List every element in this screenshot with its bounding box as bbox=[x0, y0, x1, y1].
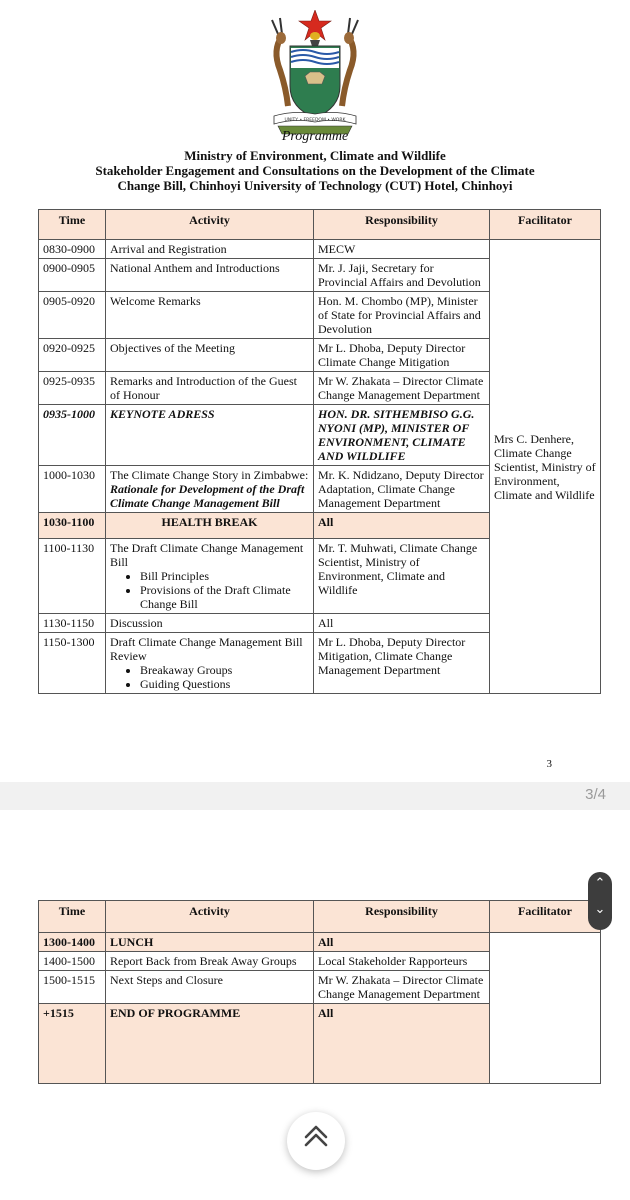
column-header-responsibility: Responsibility bbox=[314, 210, 490, 240]
time-cell: 0920-0925 bbox=[39, 339, 106, 372]
table-row bbox=[39, 240, 601, 259]
time-cell: 1300-1400 bbox=[39, 933, 106, 952]
list-item: • Breakaway Groups bbox=[140, 663, 309, 677]
activity-cell: Remarks and Introduction of the Guest of Honour bbox=[106, 372, 314, 405]
responsibility-cell: Hon. M. Chombo (MP), Minister of State for Provincial Affairs and Devolution bbox=[314, 292, 490, 339]
scroll-down-button[interactable]: ⌄ bbox=[594, 902, 606, 917]
time-cell: 1500-1515 bbox=[39, 971, 106, 1004]
activity-emphasis: Rationale for Development of the Draft Climate Change Management Bill bbox=[110, 482, 305, 510]
facilitator-cell: Mrs C. Denhere, Climate Change Scientist, Ministry of Environment, Climate and Wildlife bbox=[490, 240, 601, 694]
column-header-responsibility: Responsibility bbox=[314, 901, 490, 933]
column-header-activity: Activity bbox=[106, 210, 314, 240]
responsibility-cell: HON. DR. SITHEMBISO G.G. NYONI (MP), MINISTER OF ENVIRONMENT, CLIMATE AND WILDLIFE bbox=[314, 405, 490, 466]
scroll-to-top-button[interactable] bbox=[287, 1112, 345, 1170]
facilitator-cell bbox=[490, 933, 601, 1084]
scroll-up-button[interactable]: ⌃ bbox=[594, 876, 606, 891]
heading-line: Change Bill, Chinhoyi University of Technology (CUT) Hotel, Chinhoyi bbox=[117, 178, 513, 193]
page-number: 3 bbox=[546, 758, 552, 770]
activity-cell: HEALTH BREAK bbox=[106, 513, 314, 539]
time-cell: 0935-1000 bbox=[39, 405, 106, 466]
responsibility-cell: Mr. J. Jaji, Secretary for Provincial Affairs and Devolution bbox=[314, 259, 490, 292]
time-cell: 0900-0905 bbox=[39, 259, 106, 292]
list-item: • Bill Principles bbox=[140, 569, 309, 583]
double-chevron-up-icon bbox=[287, 1112, 345, 1170]
responsibility-cell: Mr W. Zhakata – Director Climate Change Management Department bbox=[314, 372, 490, 405]
responsibility-cell: Mr L. Dhoba, Deputy Director Mitigation, Climate Change Management Department bbox=[314, 633, 490, 694]
activity-cell bbox=[106, 466, 314, 513]
activity-bullets bbox=[110, 663, 309, 691]
activity-text: The Draft Climate Change Management Bill bbox=[110, 541, 304, 569]
time-cell: +1515 bbox=[39, 1004, 106, 1084]
activity-cell: National Anthem and Introductions bbox=[106, 259, 314, 292]
time-cell: 1130-1150 bbox=[39, 614, 106, 633]
activity-cell: Discussion bbox=[106, 614, 314, 633]
responsibility-cell: Mr. T. Muhwati, Climate Change Scientist, Ministry of Environment, Climate and Wildlife bbox=[314, 539, 490, 614]
time-cell: 1100-1130 bbox=[39, 539, 106, 614]
time-cell: 1030-1100 bbox=[39, 513, 106, 539]
heading-line: Stakeholder Engagement and Consultations on the Development of the Climate bbox=[95, 163, 535, 178]
responsibility-cell: Mr L. Dhoba, Deputy Director Climate Change Mitigation bbox=[314, 339, 490, 372]
responsibility-cell: All bbox=[314, 1004, 490, 1084]
activity-cell: Next Steps and Closure bbox=[106, 971, 314, 1004]
responsibility-cell: All bbox=[314, 614, 490, 633]
time-cell: 0925-0935 bbox=[39, 372, 106, 405]
column-header-time: Time bbox=[39, 901, 106, 933]
activity-cell: Objectives of the Meeting bbox=[106, 339, 314, 372]
column-header-time: Time bbox=[39, 210, 106, 240]
time-cell: 0905-0920 bbox=[39, 292, 106, 339]
column-header-facilitator: Facilitator bbox=[490, 210, 601, 240]
time-cell: 1150-1300 bbox=[39, 633, 106, 694]
programme-table-continued bbox=[38, 900, 601, 1084]
responsibility-cell: Mr. K. Ndidzano, Deputy Director Adaptation, Climate Change Management Department bbox=[314, 466, 490, 513]
heading-line: Ministry of Environment, Climate and Wildlife bbox=[184, 148, 446, 163]
activity-cell: Arrival and Registration bbox=[106, 240, 314, 259]
page-scroll-controls bbox=[588, 872, 612, 930]
activity-cell: Welcome Remarks bbox=[106, 292, 314, 339]
list-item: • Provisions of the Draft Climate Change Bill bbox=[140, 583, 309, 611]
activity-bullets bbox=[110, 569, 309, 611]
activity-cell: END OF PROGRAMME bbox=[106, 1004, 314, 1084]
zimbabwe-coat-of-arms-emblem bbox=[260, 10, 370, 138]
responsibility-cell: MECW bbox=[314, 240, 490, 259]
responsibility-cell: Local Stakeholder Rapporteurs bbox=[314, 952, 490, 971]
activity-text: Draft Climate Change Management Bill Review bbox=[110, 635, 303, 663]
column-header-facilitator: Facilitator bbox=[490, 901, 601, 933]
responsibility-cell: Mr W. Zhakata – Director Climate Change Management Department bbox=[314, 971, 490, 1004]
activity-cell bbox=[106, 539, 314, 614]
responsibility-cell: All bbox=[314, 513, 490, 539]
table-row-lunch bbox=[39, 933, 601, 952]
activity-cell bbox=[106, 633, 314, 694]
activity-cell: Report Back from Break Away Groups bbox=[106, 952, 314, 971]
list-item: • Guiding Questions bbox=[140, 677, 309, 691]
document-heading bbox=[60, 148, 570, 193]
activity-cell: KEYNOTE ADRESS bbox=[106, 405, 314, 466]
programme-title: Programme bbox=[281, 129, 349, 144]
emblem-motto: UNITY • FREEDOM • WORK bbox=[284, 118, 346, 123]
time-cell: 0830-0900 bbox=[39, 240, 106, 259]
activity-cell: LUNCH bbox=[106, 933, 314, 952]
responsibility-cell: All bbox=[314, 933, 490, 952]
column-header-activity: Activity bbox=[106, 901, 314, 933]
time-cell: 1000-1030 bbox=[39, 466, 106, 513]
page-counter: 3/4 bbox=[585, 786, 606, 803]
programme-table bbox=[38, 209, 601, 694]
activity-text: The Climate Change Story in Zimbabwe: bbox=[110, 468, 309, 482]
time-cell: 1400-1500 bbox=[39, 952, 106, 971]
